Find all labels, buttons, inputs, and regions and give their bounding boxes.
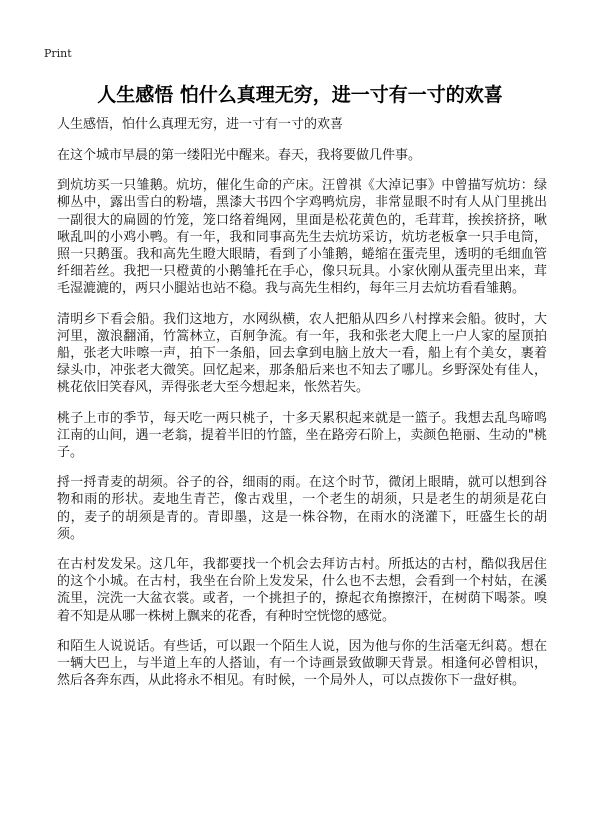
paragraph: 在这个城市早晨的第一缕阳光中醒来。春天，我将要做几件事。 — [57, 148, 422, 163]
paragraph: 捋一捋青麦的胡须。谷子的谷，细雨的雨。在这个时节，微闭上眼睛，就可以想到谷物和雨的形状。麦地生青芒，像古戏里，一个老生的胡须，只是老生的胡须是花白的，麦子的胡须是青的。青即墨，这是一株谷物，在雨水的浇灌下，旺盛生长的胡须。 — [57, 475, 547, 542]
paragraph: 桃子上市的季节，每天吃一两只桃子，十多天累积起来就是一篮子。我想去乱鸟啼鸣江南的山间，遇一老翁，提着半旧的竹篮，坐在路旁石阶上，卖颜色艳丽、生动的"桃子。 — [57, 410, 547, 461]
article-title: 人生感悟 怕什么真理无穷，进一寸有一寸的欢喜 — [97, 84, 503, 106]
paragraph: 在古村发发呆。这几年，我都要找一个机会去拜访古村。所抵达的古村，酷似我居住的这个小城。在古村，我坐在台阶上发发呆，什么也不去想，会看到一个村姑，在溪流里，浣洗一大盆衣裳。或者，一个挑担子的，撩起衣角擦擦汗，在树荫下喝茶。嗅着不知是从哪一株树上飘来的花香，有种时空恍惚的感觉。 — [57, 557, 547, 624]
print-link[interactable]: Print — [44, 47, 72, 60]
paragraph: 和陌生人说说话。有些话，可以跟一个陌生人说，因为他与你的生活毫无纠葛。想在一辆大巴上，与半道上车的人搭讪，有一个诗画景致做聊天背景。相逢何必曾相识，然后各奔东西，从此将永不相见。有时候，一个局外人，可以点拨你下一盘好棋。 — [57, 638, 547, 689]
paragraph: 到炕坊买一只雏鹅。炕坊，催化生命的产床。汪曾祺《大淖记事》中曾描写炕坊：绿柳丛中，露出雪白的粉墙，黑漆大书四个字鸡鸭炕房，非常显眼不时有人从门里挑出一副很大的扁圆的竹笼，笼口络着绳网，里面是松花黄色的，毛茸茸，挨挨挤挤，啾啾乱叫的小鸡小鸭。有一年，我和同事高先生去炕坊采访，炕坊老板拿一只手电筒，照一只鹅蛋。我和高先生瞪大眼睛，看到了小雏鹅，蜷缩在蛋壳里，透明的毛细血管纤细若丝。我把一只橙黄的小鹅雏托在手心，像只玩具。小家伙刚从蛋壳里出来，茸毛湿漉漉的，两只小腿站也站不稳。我与高先生相约，每年三月去炕坊看看雏鹅。 — [57, 178, 547, 297]
article-subtitle: 人生感悟，怕什么真理无穷，进一寸有一寸的欢喜 — [57, 117, 344, 132]
paragraph: 清明乡下看会船。我们这地方，水网纵横，农人把船从四乡八村撑来会船。彼时，大河里，激浪翻涌，竹篙林立，百舸争流。有一年，我和张老大爬上一户人家的屋顶拍船，张老大咔嚓一声，拍下一条船，回去拿到电脑上放大一看，船上有个美女，裹着绿头巾，冲张老大微笑。回忆起来，那条船后来也不知去了哪儿。乡野深处有佳人，桃花依旧笑春风，弄得张老大至今想起来，怅然若失。 — [57, 311, 547, 396]
article-body — [57, 116, 547, 702]
